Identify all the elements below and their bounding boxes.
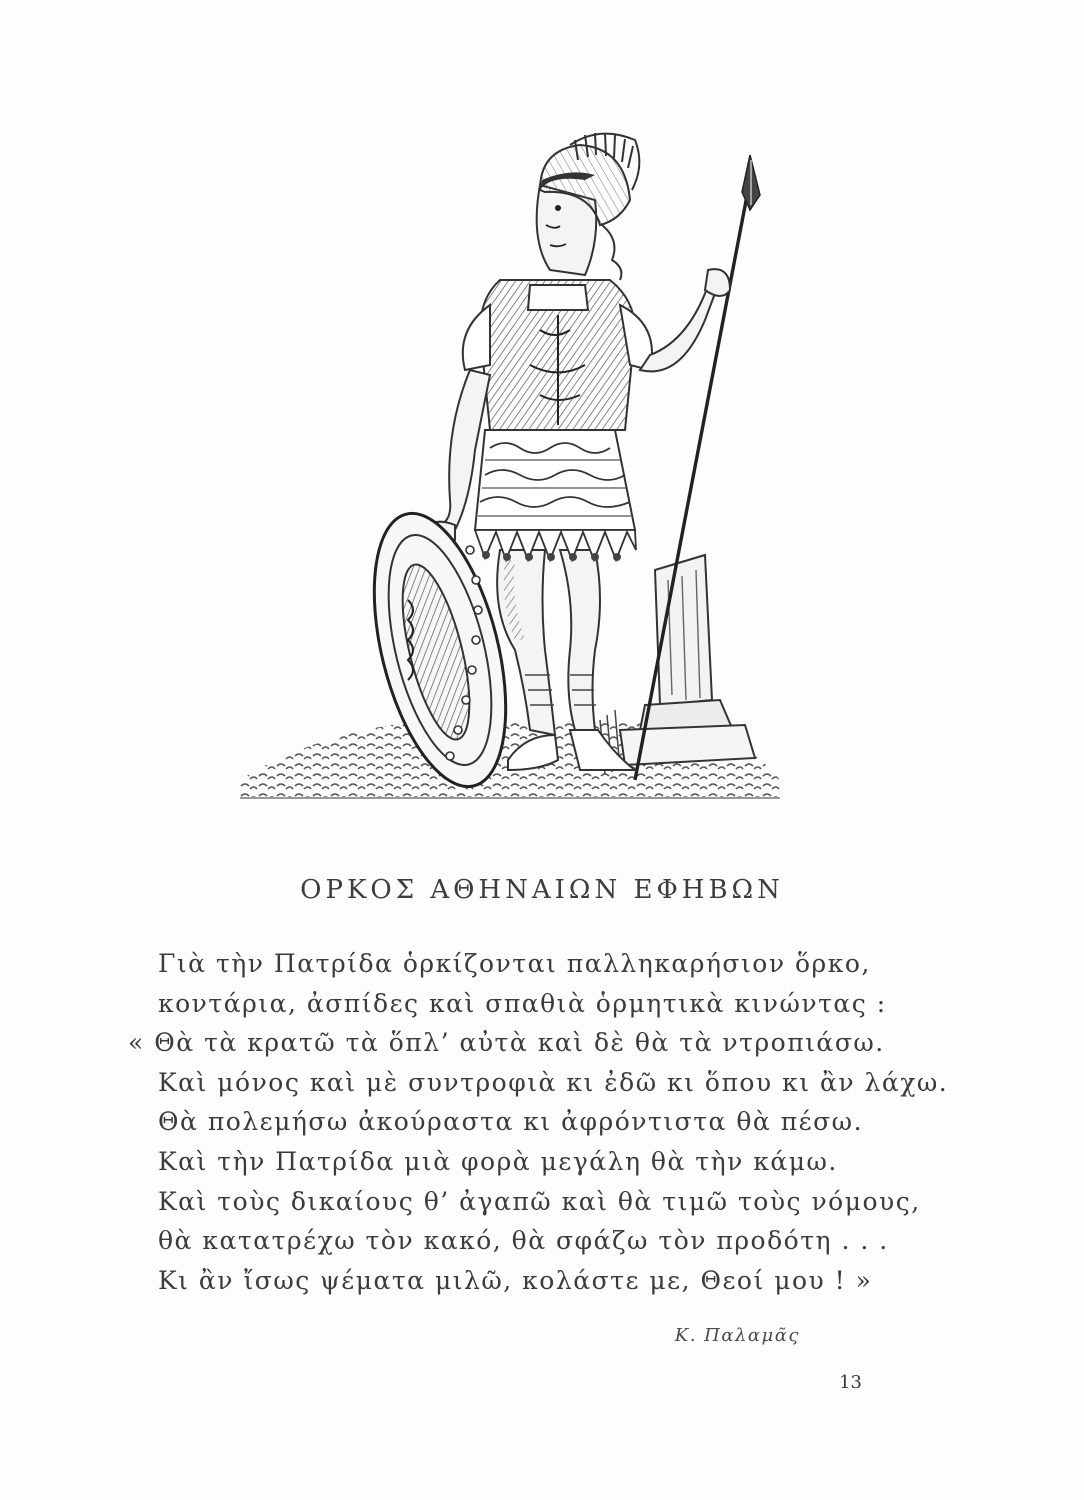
page-number: 13: [839, 1372, 862, 1393]
poem-line: Καὶ τοὺς δικαίους θ’ ἀγαπῶ καὶ θὰ τιμῶ τοὺς νόμους,: [158, 1186, 921, 1216]
hoplite-warrior-illustration: [240, 130, 780, 820]
poem-line: κοντάρια, ἀσπίδες καὶ σπαθιὰ ὁρμητικὰ κινώντας :: [158, 988, 887, 1018]
broken-column: [600, 555, 755, 774]
poem-title: ΟΡΚΟΣ ΑΘΗΝΑΙΩΝ ΕΦΗΒΩΝ: [300, 875, 784, 906]
poem-line: Κι ἂν ἴσως ψέματα μιλῶ, κολάστε με, Θεοί μου ! »: [158, 1265, 873, 1295]
poem-body: [128, 944, 949, 1300]
poem-line: θὰ κατατρέχω τὸν κακό, θὰ σφάζω τὸν προδότη . . .: [158, 1226, 889, 1256]
poem-author: Κ. Παλαμᾶς: [674, 1325, 800, 1346]
poem-line: Καὶ μόνος καὶ μὲ συντροφιὰ κι ἐδῶ κι ὅπου κι ἂν λάχω.: [158, 1067, 949, 1097]
poem-line: Καὶ τὴν Πατρίδα μιὰ φορὰ μεγάλη θὰ τὴν κάμω.: [158, 1146, 838, 1176]
poem-line: Γιὰ τὴν Πατρίδα ὁρκίζονται παλληκαρήσιον ὅρκο,: [158, 949, 871, 978]
poem-line: Θὰ πολεμήσω ἀκούραστα κι ἀφρόντιστα θὰ πέσω.: [158, 1107, 864, 1137]
poem-line: « Θὰ τὰ κρατῶ τὰ ὅπλ’ αὐτὰ καὶ δὲ θὰ τὰ ντροπιάσω.: [128, 1028, 885, 1058]
warrior-torso: [480, 280, 635, 430]
warrior-head-helmet: [537, 133, 640, 280]
warrior-armor-skirt: [475, 430, 636, 561]
